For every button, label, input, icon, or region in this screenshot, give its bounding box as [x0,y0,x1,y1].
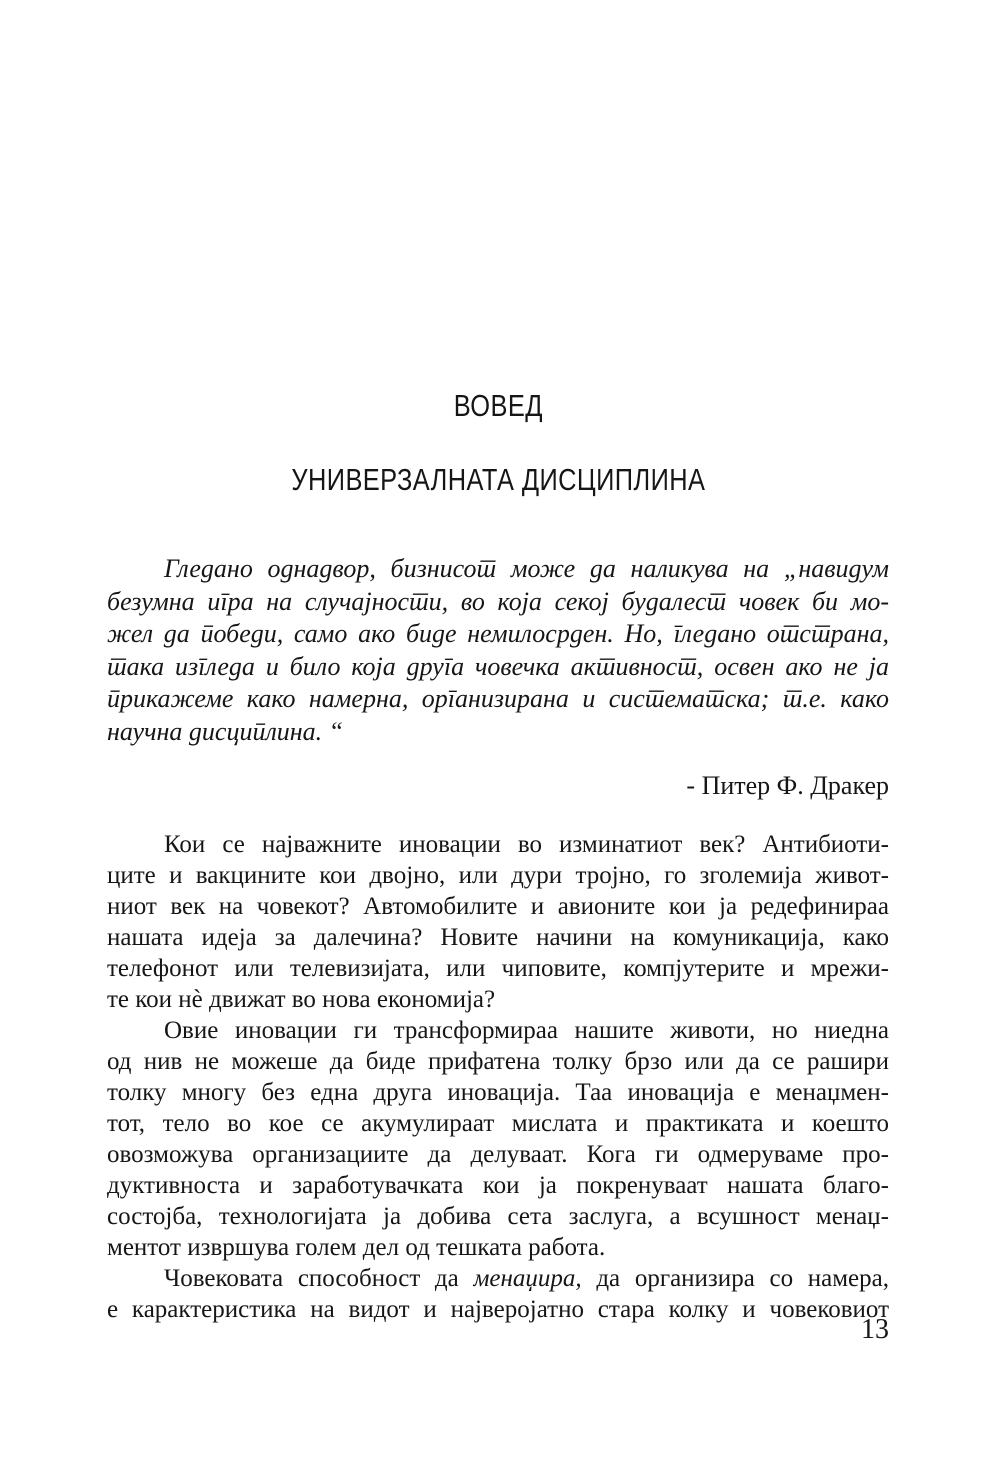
text-line: тот, тело во кое се акумулираат мислата и практиката и коешто [107,1110,889,1137]
text-line: жел да победи, само ако биде немилосрден. Но, гледано отстрана, [107,619,889,648]
paragraph [107,1015,889,1263]
page-title [107,387,889,424]
text-column [107,0,889,1478]
paragraph [107,829,889,1015]
text-line: прикажеме како намерна, организирана и систематска; т.е. како [107,684,889,713]
body-paragraphs [107,829,889,1325]
text-line: научна дисциплина. “ [107,716,344,746]
text-line: ниот век на човекот? Автомобилите и авионите кои ја редефинираа [107,893,889,920]
text-line: Човековата способност да менаџира, да организира со намера, [164,1265,889,1292]
page-number: 13 [861,1314,889,1345]
text-line: Кои се најважните иновации во изминатиот век? Антибиоти- [164,831,889,858]
text-line: состојба, технологијата ја добива сета заслуга, а всушност менаџ- [107,1203,889,1230]
chapter-title-text: УНИВЕРЗАЛНАТА ДИСЦИПЛИНА [291,462,705,497]
epigraph-quote [107,553,889,748]
text-line: толку многу без една друга иновација. Таа иновација е менаџмен- [107,1079,889,1106]
text-line: Овие иновации ги трансформираа нашите животи, но ниедна [164,1017,889,1044]
text-line: ците и вакцините кои двојно, или дури тројно, го зголемија живот- [107,862,889,889]
text-line: од нив не можеше да биде прифатена толку брзо или да се рашири [107,1048,889,1075]
paragraph [107,1263,889,1325]
text-line: дуктивноста и заработувачката кои ја покренуваат нашата благо- [107,1172,889,1199]
text-line: телефонот или телевизијата, или чиповите, компјутерите и мрежи- [107,955,889,982]
text-line: е карактеристика на видот и најверојатно стара колку и човековиот [107,1296,889,1323]
text-line: нашата идеја за далечина? Новите начини на комуникација, како [107,924,889,951]
chapter-title [107,461,889,498]
text-line: те кои нѐ движат во нова економија? [107,986,496,1013]
text-line: Гледано однадвор, бизнисот може да наликува на „навидум [164,554,889,583]
quote-attribution: - Питер Ф. Дракер [686,771,889,800]
text-line: ментот извршува голем дел од тешката работа. [107,1234,606,1261]
text-line: безумна игра на случајности, во која секој будалест човек би мо- [107,586,889,616]
text-line: овозможува организациите да делуваат. Кога ги одмеруваме про- [107,1141,889,1168]
page-title-text: ВОВЕД [453,388,543,423]
text-line: така изгледа и било која друга човечка активност, освен ако не ја [107,651,889,681]
